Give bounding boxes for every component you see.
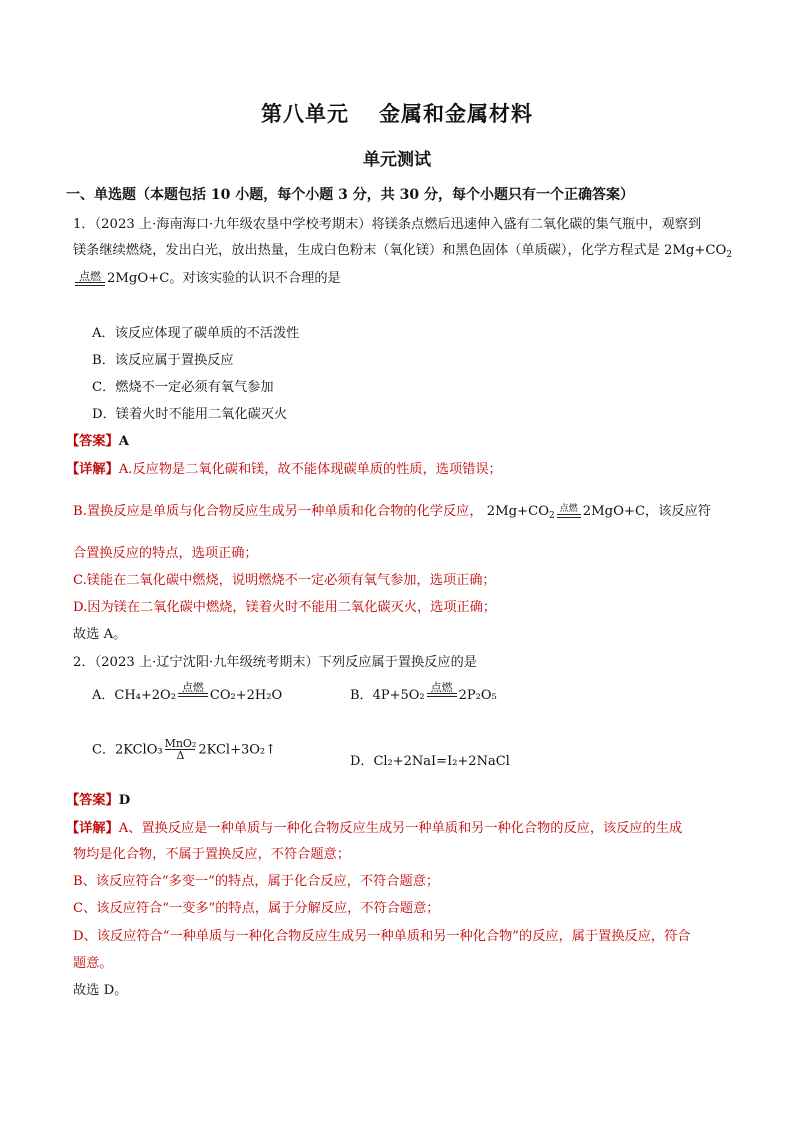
q1-detail-3: 合置换反应的特点，选项正确； <box>73 546 258 561</box>
q1-option-d: D．镁着火时不能用二氧化碳灭火 <box>92 407 288 422</box>
q1-detail-6: 故选 A。 <box>73 627 127 642</box>
q2-answer: 【答案】D <box>66 793 131 808</box>
q1-stem-line3: 点燃 2MgO+C。对该实验的认识不合理的是 <box>73 270 341 288</box>
q2-option-b: B．4P+5O₂ 点燃 2P₂O₅ <box>350 681 497 703</box>
page-subtitle: 单元测试 <box>363 150 431 170</box>
q2-detail-7: 故选 D。 <box>73 983 128 998</box>
q2-stem: 2．（2023 上·辽宁沈阳·九年级统考期末）下列反应属于置换反应的是 <box>73 655 477 670</box>
q1-option-a: A．该反应体现了碳单质的不活泼性 <box>92 326 300 341</box>
section-heading: 一、单选题（本题包括 10 小题，每个小题 3 分，共 30 分，每个小题只有一个正确答案） <box>66 187 634 203</box>
title-topic: 金属和金属材料 <box>379 101 533 126</box>
q2-option-d: D．Cl₂+2NaI=I₂+2NaCl <box>350 754 510 769</box>
q2-detail-1: 【详解】A、置换反应是一种单质与一种化合物反应生成另一种单质和另一种化合物的反应，该反应的生成 <box>66 821 683 836</box>
q2-detail-3: B、该反应符合“多变一”的特点，属于化合反应，不符合题意； <box>73 874 440 889</box>
q1-answer: 【答案】A <box>66 434 129 449</box>
q1-detail-2: B.置换反应是单质与化合物反应生成另一种单质和化合物的化学反应， $2Mg+CO_2$ 点燃 2MgO+C，该反应符 <box>73 504 711 521</box>
title-unit: 第八单元 <box>261 101 349 126</box>
q2-option-c: C．2KClO₃ MnO₂ Δ 2KCl+3O₂↑ <box>92 737 277 762</box>
q1-detail-5: D.因为镁在二氧化碳中燃烧，镁着火时不能用二氧化碳灭火，选项正确； <box>73 600 497 615</box>
q1-stem-line2: 镁条继续燃烧，发出白光，放出热量，生成白色粉末（氧化镁）和黑色固体（单质碳），化学方程式是 $2Mg+CO_2$ <box>73 243 733 260</box>
q1-option-c: C．燃烧不一定必须有氧气参加 <box>92 380 274 395</box>
q2-option-a: A．CH₄+2O₂ 点燃 CO₂+2H₂O <box>92 681 283 703</box>
q2-detail-6: 题意。 <box>73 956 113 971</box>
q1-option-b: B．该反应属于置换反应 <box>92 353 234 368</box>
q1-condition-arrow: 点燃 <box>75 271 105 286</box>
q2-detail-5: D、该反应符合“一种单质与一种化合物反应生成另一种单质和另一种化合物”的反应，属于置换反应，符合 <box>73 929 691 944</box>
q1-detail-1: 【详解】A.反应物是二氧化碳和镁，故不能体现碳单质的性质，选项错误； <box>66 462 502 477</box>
q1-detail-condition: 点燃 <box>557 505 581 518</box>
page-title <box>0 98 794 128</box>
q1-stem-line1: 1．（2023 上·海南海口·九年级农垦中学校考期末）将镁条点燃后迅速伸入盛有二氧化碳的集气瓶中，观察到 <box>73 217 702 232</box>
q1-detail-4: C.镁能在二氧化碳中燃烧，说明燃烧不一定必须有氧气参加，选项正确； <box>73 573 496 588</box>
q2-detail-2: 物均是化合物，不属于置换反应，不符合题意； <box>73 847 350 862</box>
q2-detail-4: C、该反应符合“一变多”的特点，属于分解反应，不符合题意； <box>73 901 440 916</box>
